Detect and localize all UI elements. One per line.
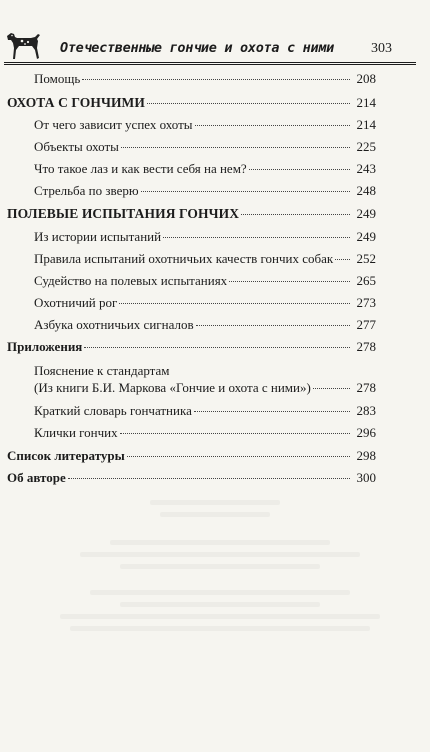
dot-leader bbox=[127, 456, 350, 457]
dot-leader bbox=[335, 259, 350, 260]
toc-section-title: Об авторе bbox=[7, 470, 66, 485]
hound-dog-icon bbox=[4, 28, 44, 62]
toc-entry[interactable] bbox=[34, 273, 376, 289]
dot-leader bbox=[194, 411, 350, 412]
toc-entry-page: 214 bbox=[356, 117, 376, 132]
toc-section-title: Приложения bbox=[7, 339, 83, 354]
toc-chapter[interactable] bbox=[7, 95, 376, 111]
toc-entry[interactable] bbox=[34, 295, 376, 311]
toc-entry-page: 249 bbox=[356, 206, 376, 221]
toc-entry-title: Клички гончих bbox=[34, 425, 118, 440]
dot-leader bbox=[68, 478, 350, 479]
toc-entry[interactable] bbox=[34, 403, 376, 419]
toc-entry-page: 298 bbox=[356, 448, 376, 463]
dot-leader bbox=[229, 281, 350, 282]
toc-section[interactable] bbox=[7, 448, 376, 464]
dot-leader bbox=[119, 303, 350, 304]
dot-leader bbox=[313, 388, 350, 389]
toc-entry-title: Судейство на полевых испытаниях bbox=[34, 273, 228, 288]
running-title: Отечественные гончие и охота с ними bbox=[60, 40, 334, 56]
dot-leader bbox=[120, 433, 350, 434]
toc-entry-title: Стрельба по зверю bbox=[34, 183, 139, 198]
toc-entry-title-line2: (Из книги Б.И. Маркова «Гончие и охота с ними») bbox=[34, 380, 311, 395]
toc-section[interactable] bbox=[7, 339, 376, 355]
toc-entry-page: 278 bbox=[356, 339, 376, 354]
page-number: 303 bbox=[371, 41, 392, 56]
toc-entry-page: 265 bbox=[356, 273, 376, 288]
toc-entry-page: 296 bbox=[356, 425, 376, 440]
toc-entry-page: 273 bbox=[356, 295, 376, 310]
toc-entry-page: 214 bbox=[356, 95, 376, 110]
toc-entry-title: Из истории испытаний bbox=[34, 229, 162, 244]
toc-entry-page: 300 bbox=[356, 470, 376, 485]
dot-leader bbox=[147, 103, 350, 104]
toc-section-title: Список литературы bbox=[7, 448, 125, 463]
dot-leader bbox=[82, 79, 350, 80]
toc-entry[interactable] bbox=[34, 117, 376, 133]
toc-entry-title: Объекты охоты bbox=[34, 139, 119, 154]
dot-leader bbox=[249, 169, 350, 170]
toc-entry-title: От чего зависит успех охоты bbox=[34, 117, 193, 132]
toc-entry[interactable] bbox=[34, 229, 376, 245]
toc-entry[interactable] bbox=[34, 71, 376, 87]
toc-entry-page: 248 bbox=[356, 183, 376, 198]
toc-section[interactable] bbox=[7, 470, 376, 486]
header-rule bbox=[4, 62, 416, 65]
dot-leader bbox=[241, 214, 350, 215]
toc-entry[interactable] bbox=[34, 183, 376, 199]
toc-entry-title: Помощь bbox=[34, 71, 81, 86]
toc-entry[interactable] bbox=[34, 139, 376, 155]
toc-entry-page: 208 bbox=[356, 71, 376, 86]
dot-leader bbox=[163, 237, 350, 238]
toc-entry-page: 249 bbox=[356, 229, 376, 244]
toc-entry-page: 277 bbox=[356, 317, 376, 332]
toc-entry-page: 243 bbox=[356, 161, 376, 176]
toc-entry[interactable] bbox=[34, 317, 376, 333]
dot-leader bbox=[121, 147, 350, 148]
toc-chapter-title: ОХОТА С ГОНЧИМИ bbox=[7, 95, 145, 110]
dot-leader bbox=[195, 125, 350, 126]
toc-chapter-title: ПОЛЕВЫЕ ИСПЫТАНИЯ ГОНЧИХ bbox=[7, 206, 240, 221]
page-header bbox=[0, 0, 430, 80]
toc-entry-title: Охотничий рог bbox=[34, 295, 118, 310]
toc-entry-page: 283 bbox=[356, 403, 376, 418]
toc-entry-title: Что такое лаз и как вести себя на нем? bbox=[34, 161, 247, 176]
toc-entry-title-line1: Пояснение к стандартам bbox=[34, 363, 170, 378]
toc-entry[interactable] bbox=[34, 251, 376, 267]
dot-leader bbox=[141, 191, 350, 192]
toc-entry[interactable] bbox=[34, 161, 376, 177]
toc-entry-title: Азбука охотничьих сигналов bbox=[34, 317, 194, 332]
toc-entry[interactable] bbox=[34, 380, 376, 396]
toc-entry-page: 225 bbox=[356, 139, 376, 154]
dot-leader bbox=[196, 325, 350, 326]
toc-chapter[interactable] bbox=[7, 206, 376, 222]
toc-entry-page: 278 bbox=[356, 380, 376, 395]
toc-entry-title: Правила испытаний охотничьих качеств гончих собак bbox=[34, 251, 334, 266]
toc-entry-title: Краткий словарь гончатника bbox=[34, 403, 192, 418]
toc-entry-page: 252 bbox=[356, 251, 376, 266]
dot-leader bbox=[84, 347, 350, 348]
toc-entry[interactable] bbox=[34, 425, 376, 441]
